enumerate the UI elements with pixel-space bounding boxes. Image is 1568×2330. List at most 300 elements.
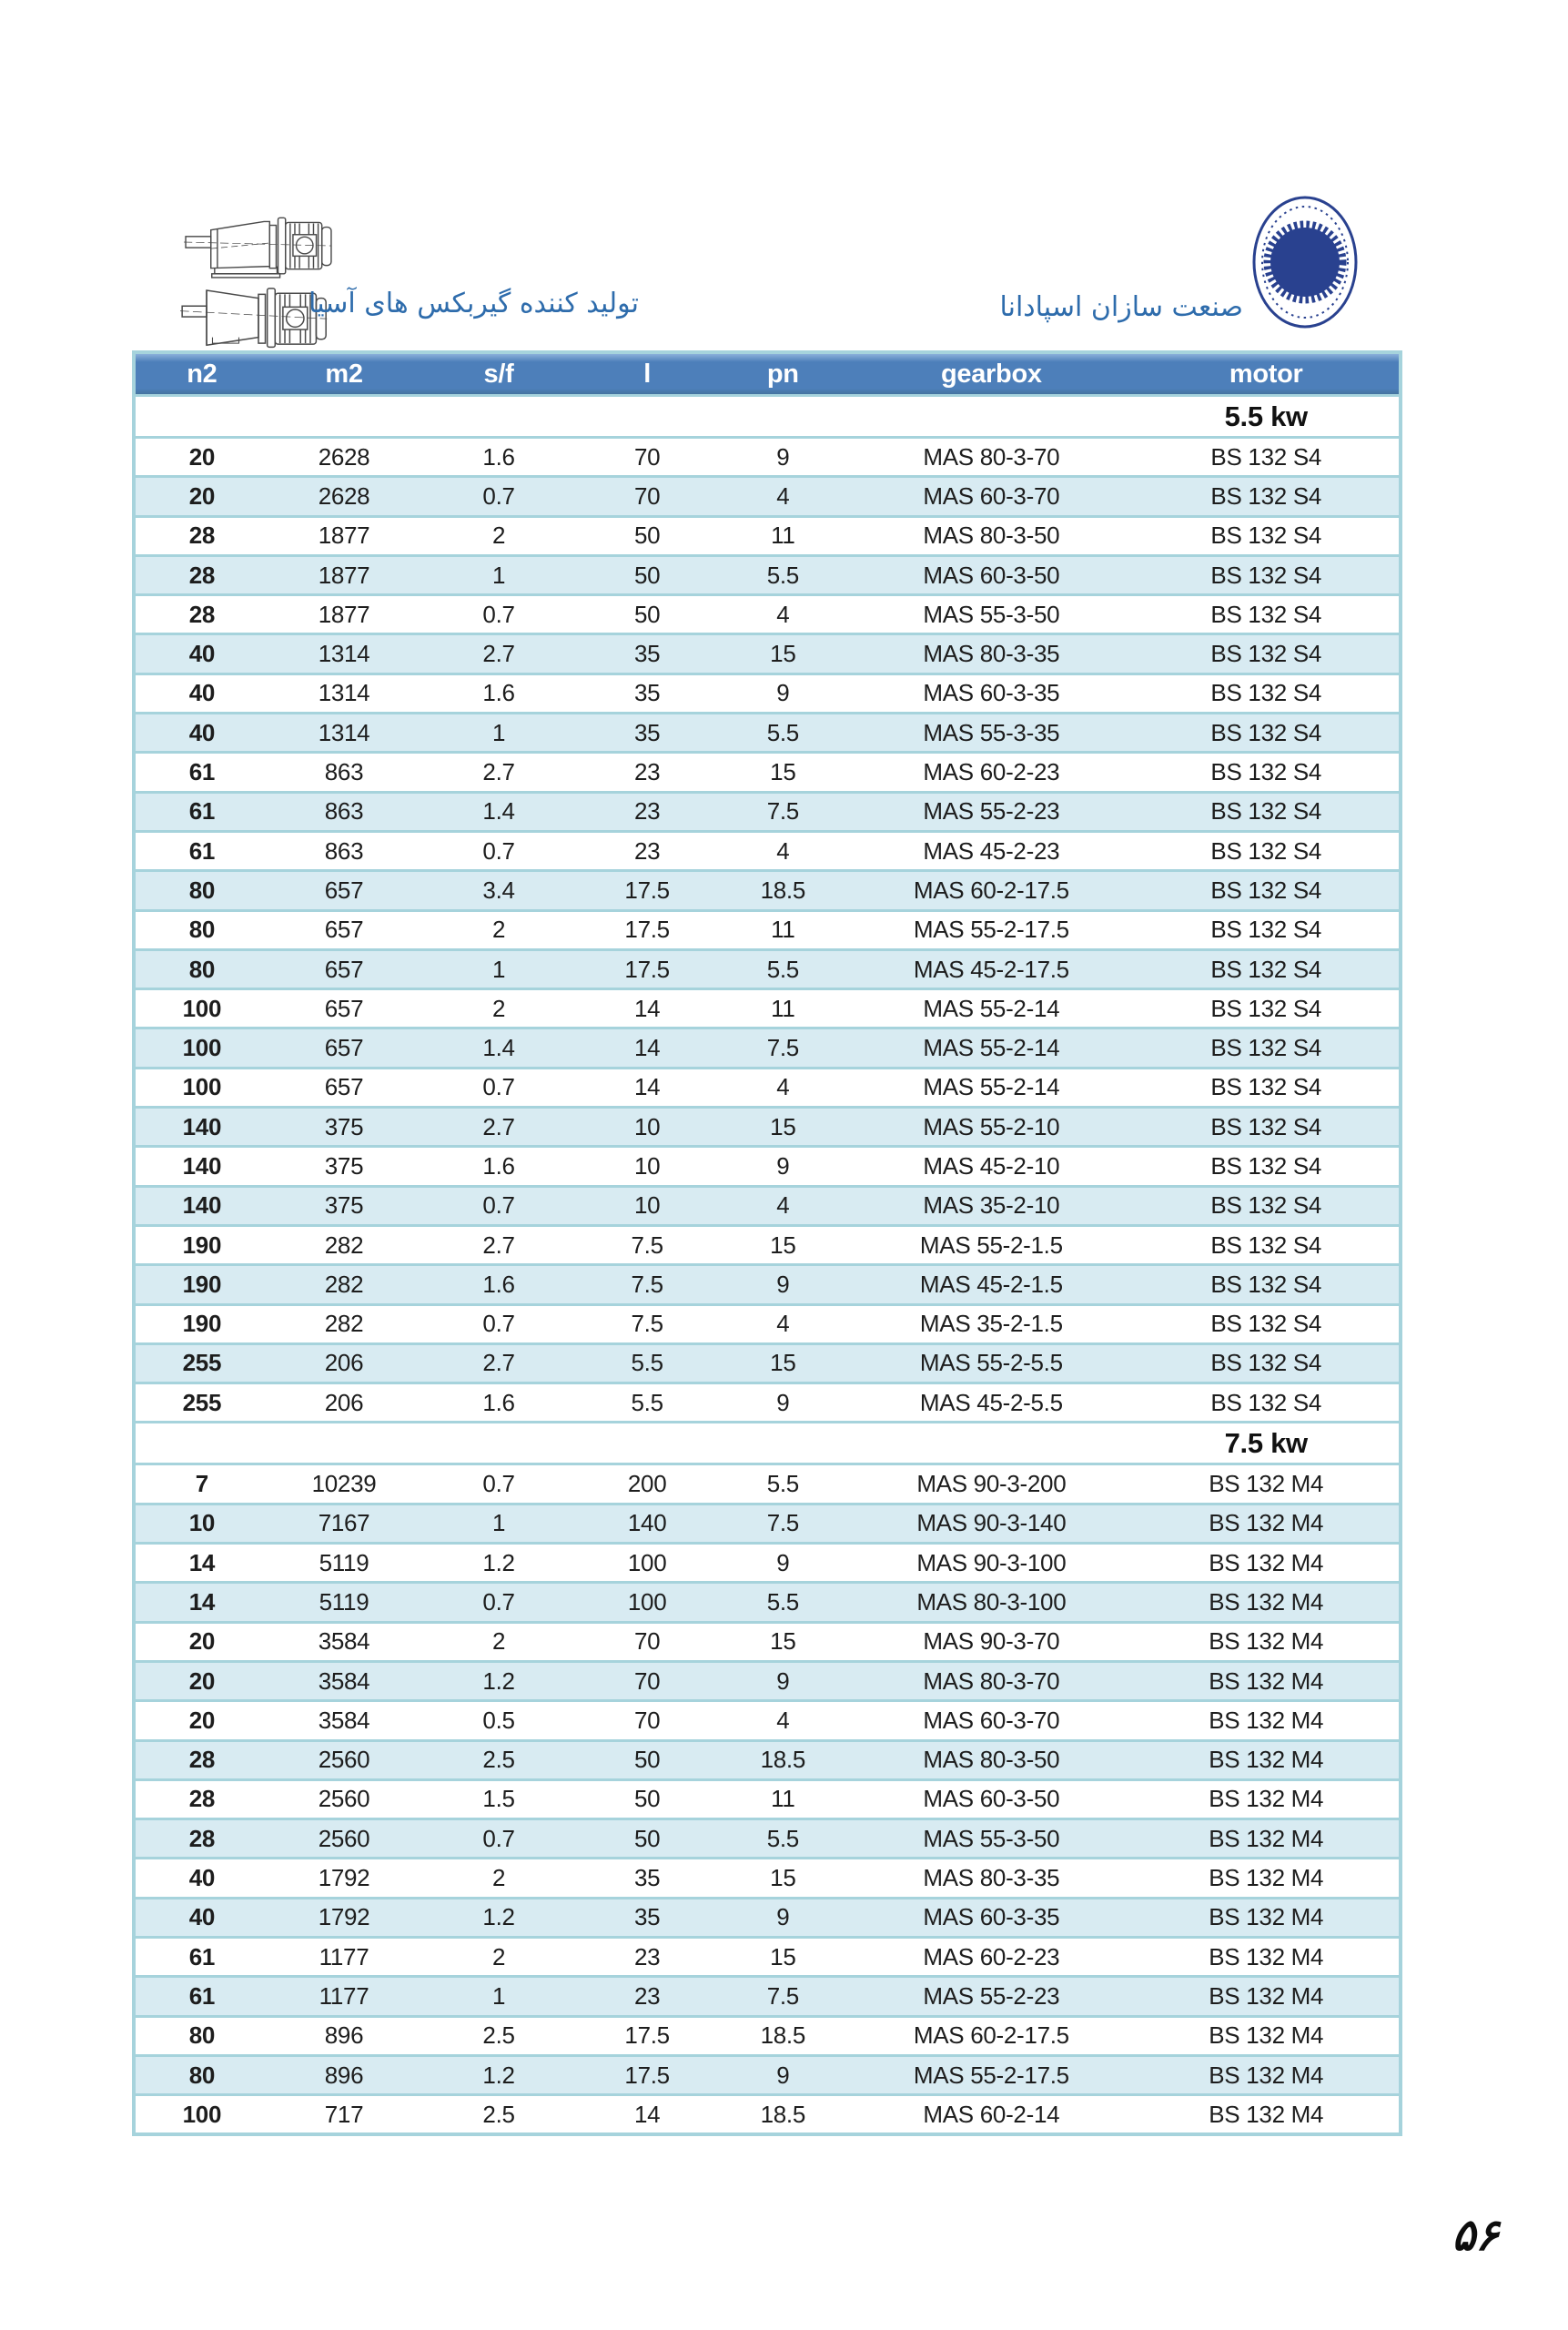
cell-gearbox: MAS 55-3-50 [923,600,1060,628]
cell-gearbox: MAS 45-2-23 [923,836,1060,865]
cell-gearbox: MAS 60-3-70 [923,1706,1060,1734]
cell-pn: 11 [771,994,795,1022]
cell-m2: 2560 [318,1746,370,1774]
cell-sf: 1.6 [482,1388,515,1416]
cell-gearbox: MAS 80-3-70 [923,442,1060,471]
table-row [136,1263,1399,1302]
cell-sf: 3.4 [482,876,515,904]
company-logo [1250,194,1360,330]
cell-n2: 28 [188,1785,216,1813]
cell-n2: 40 [188,718,216,746]
page-number: ۵۶ [1452,2210,1499,2261]
cell-sf: 1 [491,955,506,983]
cell-gearbox: MAS 80-3-100 [916,1587,1067,1616]
cell-m2: 1877 [318,522,370,550]
cell-sf: 0.7 [482,1587,515,1616]
cell-n2: 190 [182,1231,222,1259]
cell-pn: 18.5 [760,876,806,904]
cell-m2: 3584 [318,1666,370,1695]
table-row [136,1897,1399,1936]
cell-l: 70 [633,442,661,471]
cell-sf: 1.2 [482,1548,515,1576]
cell-l: 100 [627,1548,667,1576]
cell-gearbox: MAS 90-3-140 [916,1509,1067,1537]
cell-n2: 61 [188,1942,216,1970]
cell-n2: 20 [188,481,216,510]
cell-sf: 2.5 [482,2021,515,2050]
cell-l: 50 [633,1746,661,1774]
cell-sf: 2 [491,1864,506,1892]
table-row [136,1185,1399,1224]
table-row [136,1463,1399,1502]
cell-m2: 657 [324,916,364,944]
cell-l: 14 [633,1034,661,1062]
cell-m2: 1877 [318,561,370,589]
cell-l: 140 [627,1509,667,1537]
cell-n2: 80 [188,2061,216,2089]
column-header-n2: n2 [187,359,217,389]
table-row [136,1067,1399,1106]
cell-n2: 10 [188,1509,216,1537]
cell-gearbox: MAS 55-2-14 [923,994,1060,1022]
cell-motor: BS 132 M4 [1209,2100,1324,2128]
cell-gearbox: MAS 55-2-17.5 [913,916,1069,944]
column-header-pn: pn [766,359,799,389]
cell-gearbox: MAS 60-3-35 [923,679,1060,707]
cell-pn: 4 [776,1310,790,1338]
table-row [136,2054,1399,2093]
cell-motor: BS 132 M4 [1209,1746,1324,1774]
cell-motor: BS 132 S4 [1210,1388,1322,1416]
cell-motor: BS 132 S4 [1210,876,1322,904]
cell-m2: 375 [324,1112,364,1140]
cell-pn: 4 [776,836,790,865]
cell-n2: 190 [182,1310,222,1338]
cell-n2: 61 [188,797,216,826]
cell-n2: 20 [188,1627,216,1656]
cell-m2: 657 [324,1034,364,1062]
cell-n2: 140 [182,1112,222,1140]
table-row [136,1699,1399,1738]
cell-motor: BS 132 S4 [1210,640,1322,668]
cell-l: 23 [633,758,661,786]
cell-l: 23 [633,1981,661,2010]
cell-l: 5.5 [631,1388,663,1416]
cell-l: 50 [633,1824,661,1852]
cell-sf: 2 [491,1942,506,1970]
cell-l: 14 [633,2100,661,2128]
cell-motor: BS 132 M4 [1209,1509,1324,1537]
cell-l: 7.5 [631,1310,663,1338]
cell-sf: 2 [491,994,506,1022]
cell-sf: 0.7 [482,1470,515,1498]
cell-gearbox: MAS 80-3-70 [923,1666,1060,1695]
cell-sf: 2.7 [482,758,515,786]
cell-l: 7.5 [631,1270,663,1298]
cell-pn: 11 [771,1785,795,1813]
cell-l: 10 [633,1191,661,1220]
cell-motor: BS 132 S4 [1210,679,1322,707]
cell-l: 70 [633,481,661,510]
cell-motor: BS 132 S4 [1210,797,1322,826]
cell-motor: BS 132 S4 [1210,442,1322,471]
cell-n2: 100 [182,2100,222,2128]
cell-n2: 140 [182,1191,222,1220]
cell-pn: 5.5 [766,718,799,746]
table-row [136,1145,1399,1184]
table-row [136,909,1399,948]
cell-pn: 4 [776,600,790,628]
column-header-l: l [643,359,651,389]
table-row [136,436,1399,475]
cell-pn: 5.5 [766,1470,799,1498]
cell-pn: 9 [776,1666,790,1695]
table-row [136,1621,1399,1660]
cell-pn: 5.5 [766,1587,799,1616]
cell-n2: 100 [182,1073,222,1101]
cell-motor: BS 132 M4 [1209,1903,1324,1931]
cell-gearbox: MAS 35-2-10 [923,1191,1060,1220]
cell-motor: BS 132 M4 [1209,1587,1324,1616]
cell-pn: 15 [770,1864,796,1892]
cell-l: 200 [627,1470,667,1498]
cell-l: 50 [633,561,661,589]
table-row [136,1857,1399,1896]
power-section-row [136,1421,1399,1463]
table-row [136,1303,1399,1342]
cell-sf: 0.5 [482,1706,515,1734]
cell-gearbox: MAS 55-2-5.5 [919,1349,1063,1377]
cell-l: 23 [633,797,661,826]
cell-gearbox: MAS 60-2-23 [923,758,1060,786]
cell-gearbox: MAS 55-3-50 [923,1824,1060,1852]
cell-n2: 20 [188,1666,216,1695]
cell-m2: 5119 [319,1587,369,1616]
cell-m2: 282 [324,1270,364,1298]
cell-m2: 1177 [319,1981,369,2010]
cell-l: 17.5 [624,916,670,944]
cell-pn: 7.5 [766,1509,799,1537]
gearmotor-drawing-1 [184,206,333,280]
cell-n2: 40 [188,640,216,668]
cell-m2: 657 [324,994,364,1022]
cell-motor: BS 132 M4 [1209,1942,1324,1970]
column-header-sf: s/f [483,359,514,389]
cell-pn: 9 [776,2061,790,2089]
table-row [136,1224,1399,1263]
cell-motor: BS 132 M4 [1209,1548,1324,1576]
cell-gearbox: MAS 55-2-17.5 [913,2061,1069,2089]
cell-m2: 282 [324,1231,364,1259]
cell-n2: 80 [188,2021,216,2050]
cell-n2: 61 [188,836,216,865]
cell-m2: 896 [324,2061,364,2089]
cell-sf: 0.7 [482,1073,515,1101]
spec-table-body [136,394,1399,2132]
cell-gearbox: MAS 60-2-14 [923,2100,1060,2128]
cell-n2: 80 [188,916,216,944]
cell-n2: 20 [188,1706,216,1734]
cell-gearbox: MAS 35-2-1.5 [919,1310,1063,1338]
cell-l: 7.5 [631,1231,663,1259]
cell-pn: 4 [776,1191,790,1220]
cell-l: 23 [633,836,661,865]
table-row [136,988,1399,1027]
cell-pn: 4 [776,1706,790,1734]
cell-motor: BS 132 S4 [1210,481,1322,510]
cell-pn: 11 [771,916,795,944]
cell-pn: 15 [770,1231,796,1259]
cell-gearbox: MAS 55-2-23 [923,797,1060,826]
cell-sf: 0.7 [482,481,515,510]
cell-sf: 1.6 [482,442,515,471]
table-row [136,515,1399,554]
cell-l: 70 [633,1627,661,1656]
cell-gearbox: MAS 60-3-50 [923,561,1060,589]
cell-pn: 4 [776,1073,790,1101]
cell-motor: BS 132 S4 [1210,1270,1322,1298]
cell-gearbox: MAS 60-3-35 [923,1903,1060,1931]
cell-l: 35 [633,1864,661,1892]
cell-gearbox: MAS 60-2-23 [923,1942,1060,1970]
cell-sf: 2.5 [482,1746,515,1774]
cell-gearbox: MAS 80-3-50 [923,1746,1060,1774]
cell-pn: 11 [771,522,795,550]
cell-l: 10 [633,1112,661,1140]
cell-pn: 5.5 [766,561,799,589]
cell-n2: 255 [182,1349,222,1377]
cell-m2: 1177 [319,1942,369,1970]
cell-motor: BS 132 S4 [1210,916,1322,944]
cell-motor: BS 132 S4 [1210,994,1322,1022]
cell-l: 23 [633,1942,661,1970]
cell-n2: 40 [188,679,216,707]
cell-pn: 7.5 [766,797,799,826]
table-row [136,948,1399,988]
cell-gearbox: MAS 90-3-70 [923,1627,1060,1656]
cell-sf: 1.4 [482,1034,515,1062]
cell-pn: 15 [770,1942,796,1970]
cell-m2: 1792 [318,1903,370,1931]
cell-n2: 28 [188,522,216,550]
cell-gearbox: MAS 55-2-23 [923,1981,1060,2010]
table-row [136,712,1399,751]
cell-gearbox: MAS 45-2-17.5 [913,955,1069,983]
cell-gearbox: MAS 80-3-35 [923,1864,1060,1892]
cell-motor: BS 132 S4 [1210,1310,1322,1338]
cell-gearbox: MAS 80-3-35 [923,640,1060,668]
cell-sf: 0.7 [482,1191,515,1220]
cell-motor: BS 132 S4 [1210,1349,1322,1377]
cell-m2: 657 [324,955,364,983]
cell-pn: 4 [776,481,790,510]
cell-sf: 1 [491,1509,506,1537]
cell-n2: 28 [188,1746,216,1774]
tagline-text: تولید کننده گیربکس های آسیا [309,288,639,319]
cell-sf: 1 [491,718,506,746]
cell-motor: BS 132 M4 [1209,2061,1324,2089]
cell-sf: 1.6 [482,1270,515,1298]
cell-m2: 2628 [318,481,370,510]
cell-m2: 206 [324,1349,364,1377]
cell-n2: 80 [188,955,216,983]
cell-l: 50 [633,522,661,550]
table-row [136,1382,1399,1421]
cell-m2: 1314 [318,640,370,668]
cell-gearbox: MAS 60-3-70 [923,481,1060,510]
cell-m2: 657 [324,876,364,904]
cell-n2: 61 [188,1981,216,2010]
cell-n2: 14 [188,1587,216,1616]
cell-motor: BS 132 M4 [1209,1785,1324,1813]
cell-n2: 14 [188,1548,216,1576]
power-section-row [136,394,1399,436]
cell-l: 10 [633,1151,661,1180]
cell-m2: 2628 [318,442,370,471]
cell-m2: 5119 [319,1548,369,1576]
cell-n2: 80 [188,876,216,904]
cell-motor: BS 132 S4 [1210,758,1322,786]
cell-pn: 15 [770,758,796,786]
cell-l: 17.5 [624,2061,670,2089]
cell-gearbox: MAS 60-2-17.5 [913,2021,1069,2050]
cell-sf: 2.7 [482,1112,515,1140]
table-row [136,1342,1399,1382]
cell-motor: BS 132 S4 [1210,1073,1322,1101]
cell-m2: 863 [324,797,364,826]
cell-pn: 15 [770,1349,796,1377]
table-row [136,791,1399,830]
cell-motor: BS 132 M4 [1209,1706,1324,1734]
cell-pn: 5.5 [766,955,799,983]
cell-sf: 2 [491,916,506,944]
cell-n2: 100 [182,994,222,1022]
cell-motor: BS 132 S4 [1210,1112,1322,1140]
cell-motor: BS 132 M4 [1209,1666,1324,1695]
table-row [136,2015,1399,2054]
table-row [136,1027,1399,1066]
cell-n2: 190 [182,1270,222,1298]
cell-sf: 2.7 [482,640,515,668]
cell-pn: 15 [770,640,796,668]
cell-m2: 1314 [318,718,370,746]
table-header-row [136,354,1399,394]
cell-n2: 28 [188,561,216,589]
cell-motor: BS 132 S4 [1210,718,1322,746]
cell-m2: 375 [324,1151,364,1180]
cell-sf: 1.2 [482,1903,515,1931]
cell-l: 50 [633,1785,661,1813]
cell-m2: 2560 [318,1824,370,1852]
cell-gearbox: MAS 45-2-10 [923,1151,1060,1180]
table-row [136,1975,1399,2014]
cell-motor: BS 132 S4 [1210,836,1322,865]
cell-n2: 28 [188,1824,216,1852]
cell-sf: 2.7 [482,1349,515,1377]
cell-m2: 896 [324,2021,364,2050]
cell-n2: 140 [182,1151,222,1180]
table-row [136,1778,1399,1818]
cell-sf: 2 [491,1627,506,1656]
cell-gearbox: MAS 60-3-50 [923,1785,1060,1813]
cell-l: 17.5 [624,876,670,904]
cell-gearbox: MAS 60-2-17.5 [913,876,1069,904]
table-row [136,593,1399,633]
cell-sf: 2 [491,522,506,550]
cell-sf: 0.7 [482,600,515,628]
cell-pn: 18.5 [760,1746,806,1774]
cell-m2: 282 [324,1310,364,1338]
table-row [136,2093,1399,2132]
cell-pn: 15 [770,1627,796,1656]
power-label: 7.5 kw [1224,1426,1308,1459]
table-row [136,554,1399,593]
brand-name: صنعت سازان اسپادانا [999,291,1243,323]
cell-pn: 18.5 [760,2021,806,2050]
cell-m2: 1314 [318,679,370,707]
cell-l: 5.5 [631,1349,663,1377]
cell-pn: 9 [776,1151,790,1180]
cell-sf: 0.7 [482,1310,515,1338]
cell-m2: 1877 [318,600,370,628]
table-row [136,751,1399,790]
cell-l: 35 [633,679,661,707]
cell-pn: 9 [776,1903,790,1931]
cell-l: 70 [633,1706,661,1734]
cell-motor: BS 132 M4 [1209,1627,1324,1656]
table-row [136,869,1399,908]
cell-m2: 863 [324,758,364,786]
cell-motor: BS 132 S4 [1210,1231,1322,1259]
cell-n2: 28 [188,600,216,628]
cell-m2: 863 [324,836,364,865]
power-label: 5.5 kw [1224,400,1308,432]
table-row [136,475,1399,514]
table-row [136,1503,1399,1542]
cell-n2: 40 [188,1903,216,1931]
cell-gearbox: MAS 55-2-1.5 [919,1231,1063,1259]
cell-motor: BS 132 S4 [1210,955,1322,983]
cell-sf: 1 [491,561,506,589]
gearbox-spec-table [132,350,1402,2136]
cell-m2: 1792 [318,1864,370,1892]
cell-n2: 20 [188,442,216,471]
cell-pn: 15 [770,1112,796,1140]
table-row [136,1106,1399,1145]
column-header-m2: m2 [325,359,363,389]
cell-gearbox: MAS 45-2-5.5 [919,1388,1063,1416]
cell-sf: 1.6 [482,679,515,707]
cell-gearbox: MAS 55-2-10 [923,1112,1060,1140]
cell-pn: 18.5 [760,2100,806,2128]
cell-gearbox: MAS 80-3-50 [923,522,1060,550]
cell-n2: 40 [188,1864,216,1892]
cell-motor: BS 132 S4 [1210,600,1322,628]
cell-l: 35 [633,718,661,746]
cell-sf: 1 [491,1981,506,2010]
cell-gearbox: MAS 55-2-14 [923,1034,1060,1062]
cell-gearbox: MAS 45-2-1.5 [919,1270,1063,1298]
cell-sf: 1.4 [482,797,515,826]
cell-pn: 7.5 [766,1981,799,2010]
cell-l: 17.5 [624,955,670,983]
cell-n2: 100 [182,1034,222,1062]
table-row [136,1581,1399,1620]
cell-sf: 2.7 [482,1231,515,1259]
cell-motor: BS 132 M4 [1209,1470,1324,1498]
cell-motor: BS 132 S4 [1210,522,1322,550]
table-row [136,830,1399,869]
